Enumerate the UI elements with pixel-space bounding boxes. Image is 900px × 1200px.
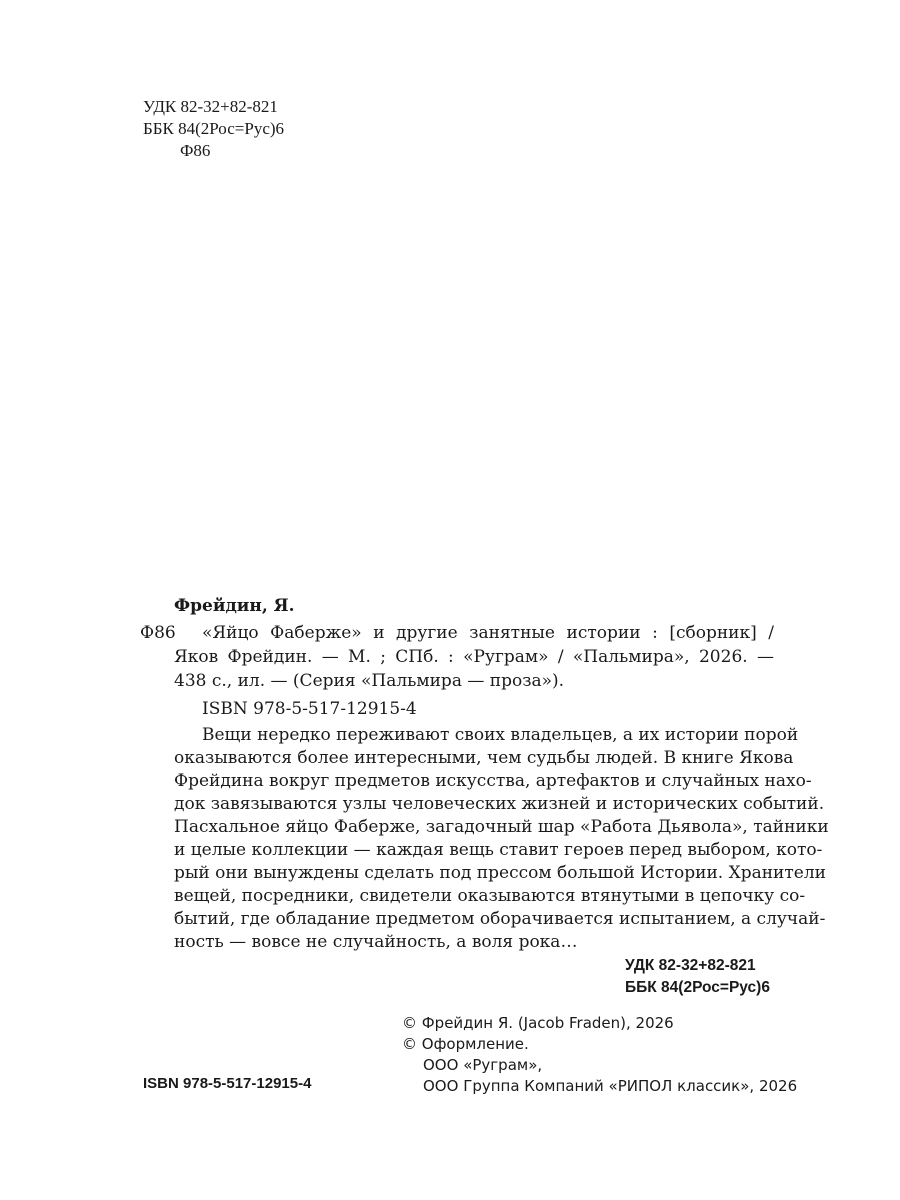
copyright-publisher-2: ООО Группа Компаний «РИПОЛ классик», 2026 [423,1077,798,1095]
card-isbn: ISBN 978-5-517-12915-4 [202,699,417,719]
author-sign-top: Ф86 [180,141,211,160]
annotation-line: Пасхальное яйцо Фаберже, загадочный шар «Работа Дьявола», тайники [174,817,829,837]
biblio-line-2: Яков Фрейдин. — М. ; СПб. : «Руграм» / «Пальмира», 2026. — [174,647,774,667]
copyright-publisher-1: ООО «Руграм», [423,1056,543,1074]
annotation-line: ность — вовсе не случайность, а воля рока… [174,932,578,952]
biblio-line-3: 438 с., ил. — (Серия «Пальмира — проза»). [174,671,565,691]
bbk-code-top: ББК 84(2Рос=Рус)6 [143,119,285,138]
copyright-author: © Фрейдин Я. (Jacob Fraden), 2026 [402,1014,674,1032]
bbk-code-right: ББК 84(2Рос=Рус)6 [625,979,770,996]
annotation-line: бытий, где обладание предметом оборачивается испытанием, а случай- [174,909,826,929]
copyright-design: © Оформление. [402,1035,529,1053]
annotation-line: док завязываются узлы человеческих жизней и исторических событий. [174,794,825,814]
udk-code-right: УДК 82-32+82-821 [625,957,756,974]
annotation-line: оказываются более интересными, чем судьбы людей. В книге Якова [174,748,794,768]
annotation-line: Фрейдина вокруг предметов искусства, артефактов и случайных нахо- [174,771,812,791]
biblio-line-1: «Яйцо Фаберже» и другие занятные истории : [сборник] / [202,623,774,643]
annotation-line: Вещи нередко переживают своих владельцев, а их истории порой [202,725,799,745]
annotation-line: вещей, посредники, свидетели оказываются втянутыми в цепочку со- [174,886,806,906]
udk-code-top: УДК 82-32+82-821 [143,97,278,116]
annotation-line: и целые коллекции — каждая вещь ставит героев перед выбором, кото- [174,840,823,860]
author-heading: Фрейдин, Я. [174,596,295,616]
author-sign-card: Ф86 [140,623,176,643]
isbn-bottom: ISBN 978-5-517-12915-4 [143,1075,312,1092]
annotation-line: рый они вынуждены сделать под прессом большой Истории. Хранители [174,863,826,883]
